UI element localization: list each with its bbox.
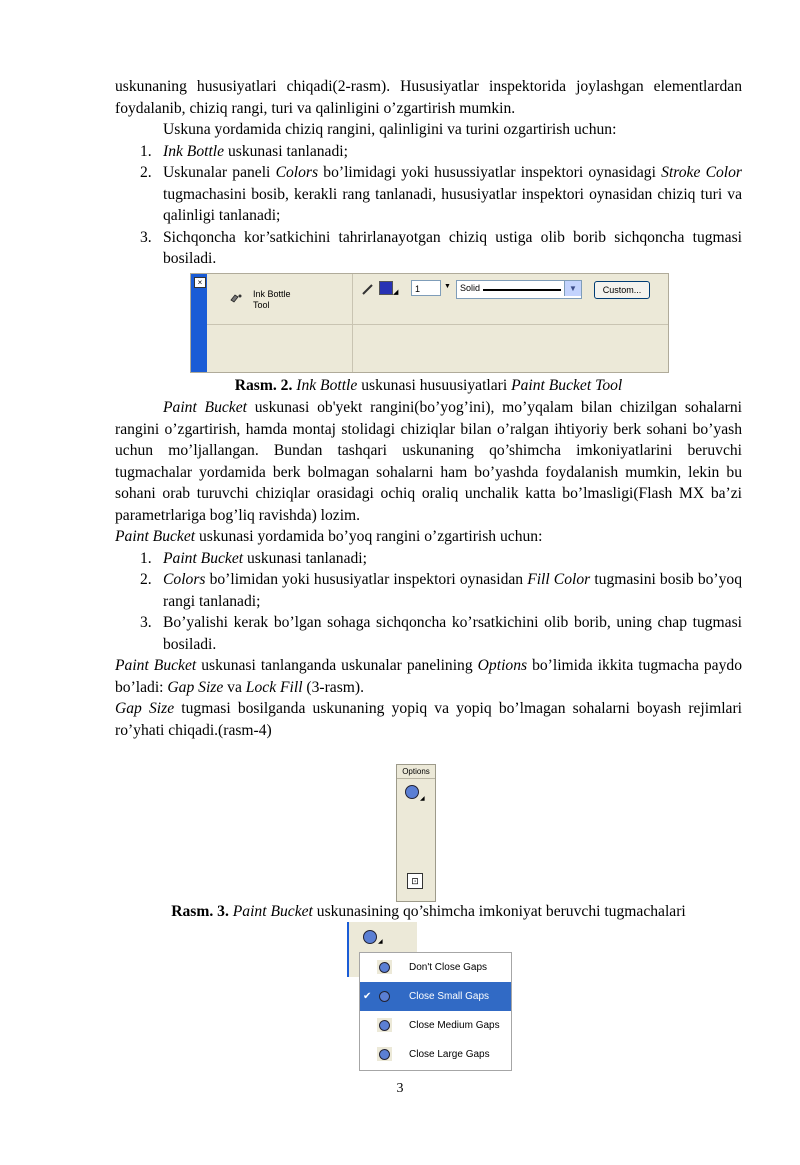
gap-size-icon[interactable] [405, 785, 419, 799]
gap-icon [377, 960, 392, 974]
list-item: 1. Ink Bottle uskunasi tanlanadi; [140, 142, 348, 160]
pencil-icon [361, 282, 375, 296]
chevron-down-icon[interactable]: ▼ [444, 283, 451, 290]
ink-bottle-icon [229, 292, 243, 304]
options-title: Options [397, 765, 435, 779]
stroke-style-select[interactable] [456, 280, 582, 299]
chevron-down-icon[interactable]: ▼ [564, 281, 581, 296]
panel-gripper [191, 274, 207, 372]
list-item: 1. Paint Bucket uskunasi tanlanadi; [140, 549, 367, 567]
list-item: 3. Bo’yalishi kerak bo’lgan sohaga sichqoncha ko’rsatkichini olib borib, uning chap tugmasi bosiladi. [140, 614, 742, 653]
ink-bottle-property-inspector [190, 273, 669, 373]
stroke-color-swatch[interactable] [379, 281, 393, 295]
triangle-icon: ◢ [378, 939, 383, 945]
tool-name: Ink Bottle Tool [253, 289, 291, 310]
paint-bucket-steps [115, 548, 742, 656]
list-item: 3. Sichqoncha kor’satkichini tahrirlanayotgan chiziq ustiga olib borib sichqoncha tugmasi bosiladi. [140, 228, 742, 267]
list-item: 2. Colors bo’limidan yoki hususiyatlar inspektori oynasidan Fill Color tugmasini bosib bo’yoq rangi tanlanadi; [140, 571, 742, 610]
paragraph-intro [115, 76, 742, 270]
menu-item-close-medium-gaps[interactable]: Close Medium Gaps [360, 1011, 511, 1040]
stroke-preview [483, 289, 561, 291]
divider [352, 274, 353, 372]
triangle-icon: ◢ [393, 289, 399, 296]
gap-size-icon[interactable] [363, 930, 377, 944]
check-icon: ✔ [363, 991, 372, 1002]
divider [207, 324, 668, 325]
figure-3-caption: Rasm. 3. Paint Bucket uskunasining qo’shimcha imkoniyat beruvchi tugmachalari [171, 903, 686, 920]
menu-item-dont-close-gaps[interactable]: Don't Close Gaps [360, 953, 511, 982]
custom-button[interactable]: Custom... [594, 281, 650, 299]
menu-item-close-small-gaps[interactable]: ✔ Close Small Gaps [360, 982, 511, 1011]
gap-icon [377, 989, 392, 1003]
gap-icon [377, 1047, 392, 1061]
gap-size-menu [359, 952, 512, 1071]
figure-2-caption: Rasm. 2. Ink Bottle uskunasi husuusiyatlari Paint Bucket Tool [234, 377, 623, 394]
paragraph-2: Uskuna yordamida chiziq rangini, qalinligini va turini ozgartirish uchun: [163, 121, 617, 138]
paragraph-paint-bucket: Paint Bucket uskunasi ob'yekt rangini(bo’yog’ini), mo’yqalam bilan chizilgan sohalarni rangini o’zgartirish, hamda montaj stolidagi chiziqlar bilan o’ralgan ihtiyoriy berk sohani bo’yash uchun mo’ljallangan. Bundan tashqari uskunaning qo’shimcha imkoniyatlarini beruvchi tugmachalar yordamida berk bolmagan sohalarni ham bo’yashda foydalanish mumkin, lekin bu sohani orab turuvchi chiziqlar orasidagi ochiq oraliq unchalik katta bo’lmasligi(Flash MX ba’zi parametrlariga bog’liq ravishda) lozim. Paint Bucket uskunasi yordamida bo’yoq rangini o’zgartirish uchun: 1. Paint Bucket uskunasi tanlanadi; 2. Colors bo’limidan yoki hususiyatlar inspektori oynasidan Fill Color tugmasini bosib bo’yoq rangi tanlanadi; 3. Bo’yalishi kerak bo’lgan sohaga sichqoncha ko’rsatkichini olib borib, uning chap tugmasi bosiladi. Paint Bucket uskunasi tanlanganda uskunalar panelining Options bo’limida ikkita tugmacha paydo bo’ladi: Gap Size va Lock Fill (3-rasm). Gap Size tugmasi bosilganda uskunaning yopiq va yopiq bo’lmagan sohalarni boyash rejimlari ro’yhati chiqadi.(rasm-4) [115, 399, 743, 739]
gap-icon [377, 1018, 392, 1032]
stroke-width-field[interactable]: 1 [411, 280, 441, 296]
close-button[interactable]: × [194, 277, 206, 288]
triangle-icon: ◢ [420, 796, 425, 802]
ink-bottle-steps [115, 141, 742, 270]
page-number: 3 [396, 1081, 404, 1096]
lock-fill-icon[interactable]: ⊡ [407, 873, 423, 889]
list-item: 2. Uskunalar paneli Colors bo’limidagi yoki husussiyatlar inspektori oynasidagi Stroke Color tugmachasini bosib, kerakli rang tanlanadi, hususiyatlar inspektori oynasidan chiziq turi va qalinligi tanlanadi; [140, 164, 742, 224]
stroke-style-label: Solid [460, 283, 481, 293]
paragraph-1: uskunaning hususiyatlari chiqadi(2-rasm). Hususiyatlar inspektorida joylashgan elementlardan foydalanib, chiziq rangi, turi va qalinligini o’zgartirish mumkin. [115, 78, 742, 117]
options-panel [396, 764, 436, 902]
menu-item-close-large-gaps[interactable]: Close Large Gaps [360, 1040, 511, 1069]
